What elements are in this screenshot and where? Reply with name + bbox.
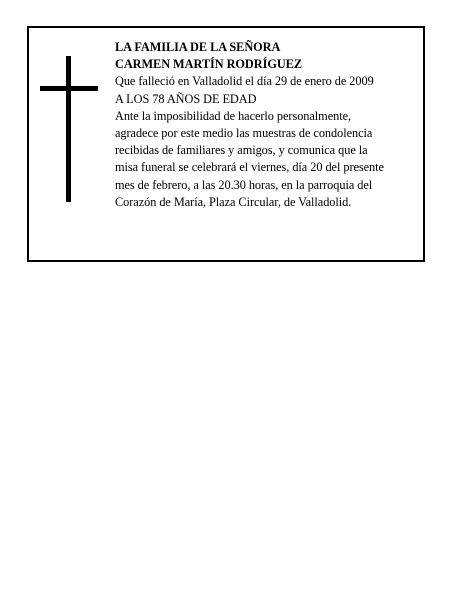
notice-heading-line-1: LA FAMILIA DE LA SEÑORA: [115, 40, 281, 54]
deceased-name: CARMEN MARTÍN RODRÍGUEZ: [115, 57, 302, 72]
body-line: mes de febrero, a las 20.30 horas, en la parroquia del: [115, 177, 373, 192]
body-line: agradece por este medio las muestras de condolencia: [115, 126, 373, 141]
cross-horizontal-bar: [40, 86, 98, 91]
body-line: recibidas de familiares y amigos, y comunica que la: [115, 143, 368, 158]
cross-icon: [40, 56, 98, 202]
death-date-line: Que falleció en Valladolid el día 29 de enero de 2009: [115, 74, 374, 89]
notice-text: [115, 39, 415, 211]
obituary-notice: [27, 26, 425, 262]
body-line: Corazón de María, Plaza Circular, de Valladolid.: [115, 194, 352, 209]
body-line: misa funeral se celebrará el viernes, día 20 del presente: [115, 160, 384, 175]
body-line: Ante la imposibilidad de hacerlo personalmente,: [115, 108, 351, 123]
age-line: A LOS 78 AÑOS DE EDAD: [115, 91, 257, 106]
cross-vertical-bar: [66, 56, 71, 202]
